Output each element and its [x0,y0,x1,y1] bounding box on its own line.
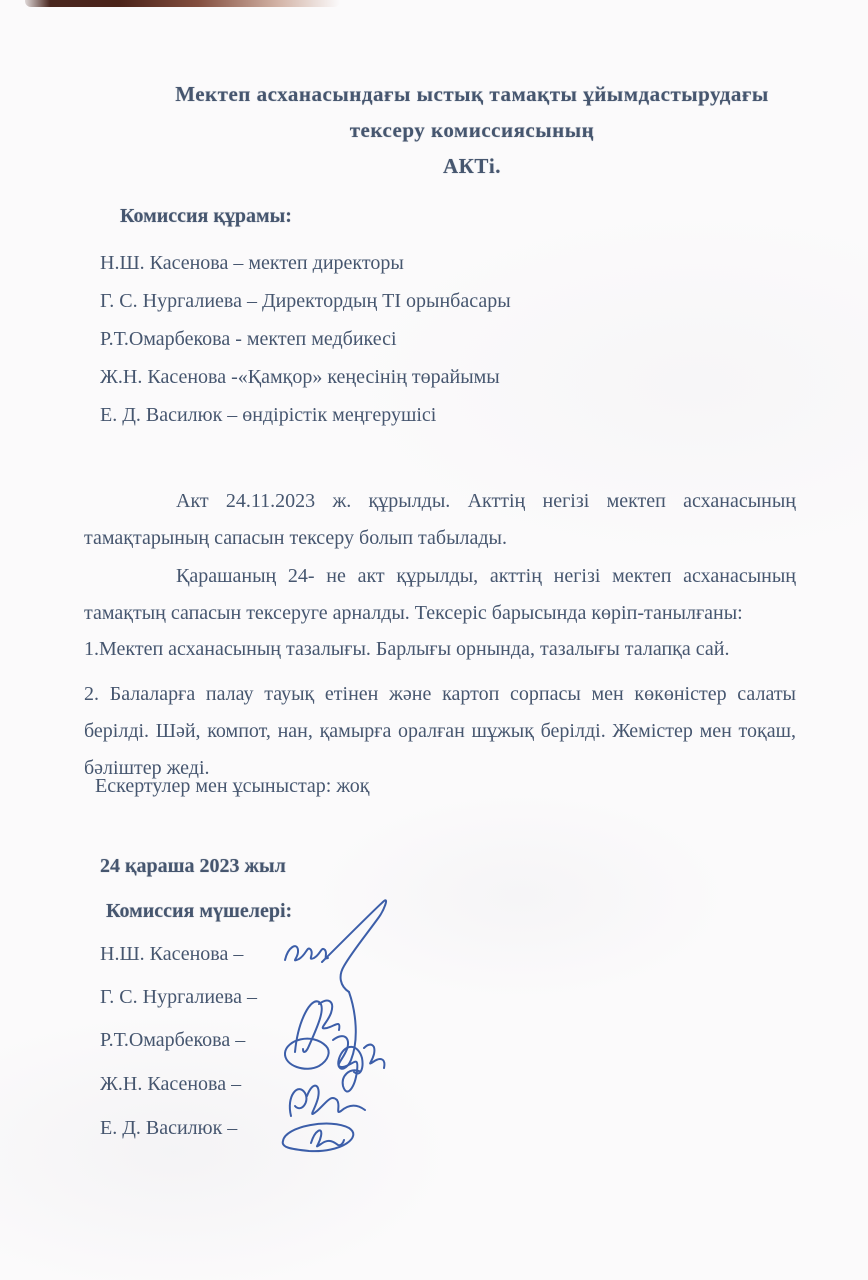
signatories-heading: Комиссия мүшелері: [106,900,293,922]
signature-kasenova-nsh-icon [285,900,386,992]
document-title [84,76,860,184]
date-line: 24 қараша 2023 жыл [100,855,286,877]
signatures-ink-overlay [270,890,500,1185]
title-line-2: тексеру комиссиясының [349,118,595,142]
committee-member-2: Г. С. Нургалиева – Директордың ТІ орынбасары [100,290,511,312]
signatory-name-1: Н.Ш. Касенова – [100,943,244,965]
committee-member-3: Р.Т.Омарбекова - мектеп медбикесі [100,328,397,350]
committee-member-1: Н.Ш. Касенова – мектеп директоры [100,252,404,274]
body-item-1: 1.Мектеп асханасының тазалығы. Барлығы орнында, тазалығы талапқа сай. [84,638,730,660]
body-paragraph-2: Қарашаның 24- не акт құрылды, акттің негізі мектеп асханасының тамақтың сапасын тексеруге арналды. Тексеріс барысында көріп-танылғаны: [84,565,796,624]
signature-vasilyuk-icon [283,1124,354,1152]
signature-kasenova-zhn-icon [290,1086,365,1116]
signatory-name-3: Р.Т.Омарбекова – [100,1029,246,1051]
notes-line: Ескертулер мен ұсыныстар: жоқ [95,775,370,797]
committee-heading: Комиссия құрамы: [120,205,292,227]
title-line-1: Мектеп асханасындағы ыстық тамақты ұйымдастырудағы [175,82,769,106]
body-item-2: 2. Балаларға палау тауық етінен және картоп сорпасы мен көкөністер салаты берілді. Шәй, компот, нан, қамырға оралған шұжық берілді. Жемістер мен тоқаш, бәліштер жеді. [84,683,796,779]
title-line-3: АКТі. [443,154,501,178]
scan-shadow-artifact [25,0,340,7]
committee-member-5: Е. Д. Василюк – өндірістік меңгерушісі [100,404,437,426]
signatory-name-4: Ж.Н. Касенова – [100,1073,242,1095]
committee-member-4: Ж.Н. Касенова -«Қамқор» кеңесінің төрайымы [100,366,500,388]
body-paragraph-1: Акт 24.11.2023 ж. құрылды. Акттің негізі мектеп асханасының тамақтарының сапасын тексеру болып табылады. [84,490,796,549]
signatory-name-2: Г. С. Нургалиева – [100,986,257,1008]
signatory-name-5: Е. Д. Василюк – [100,1117,238,1139]
